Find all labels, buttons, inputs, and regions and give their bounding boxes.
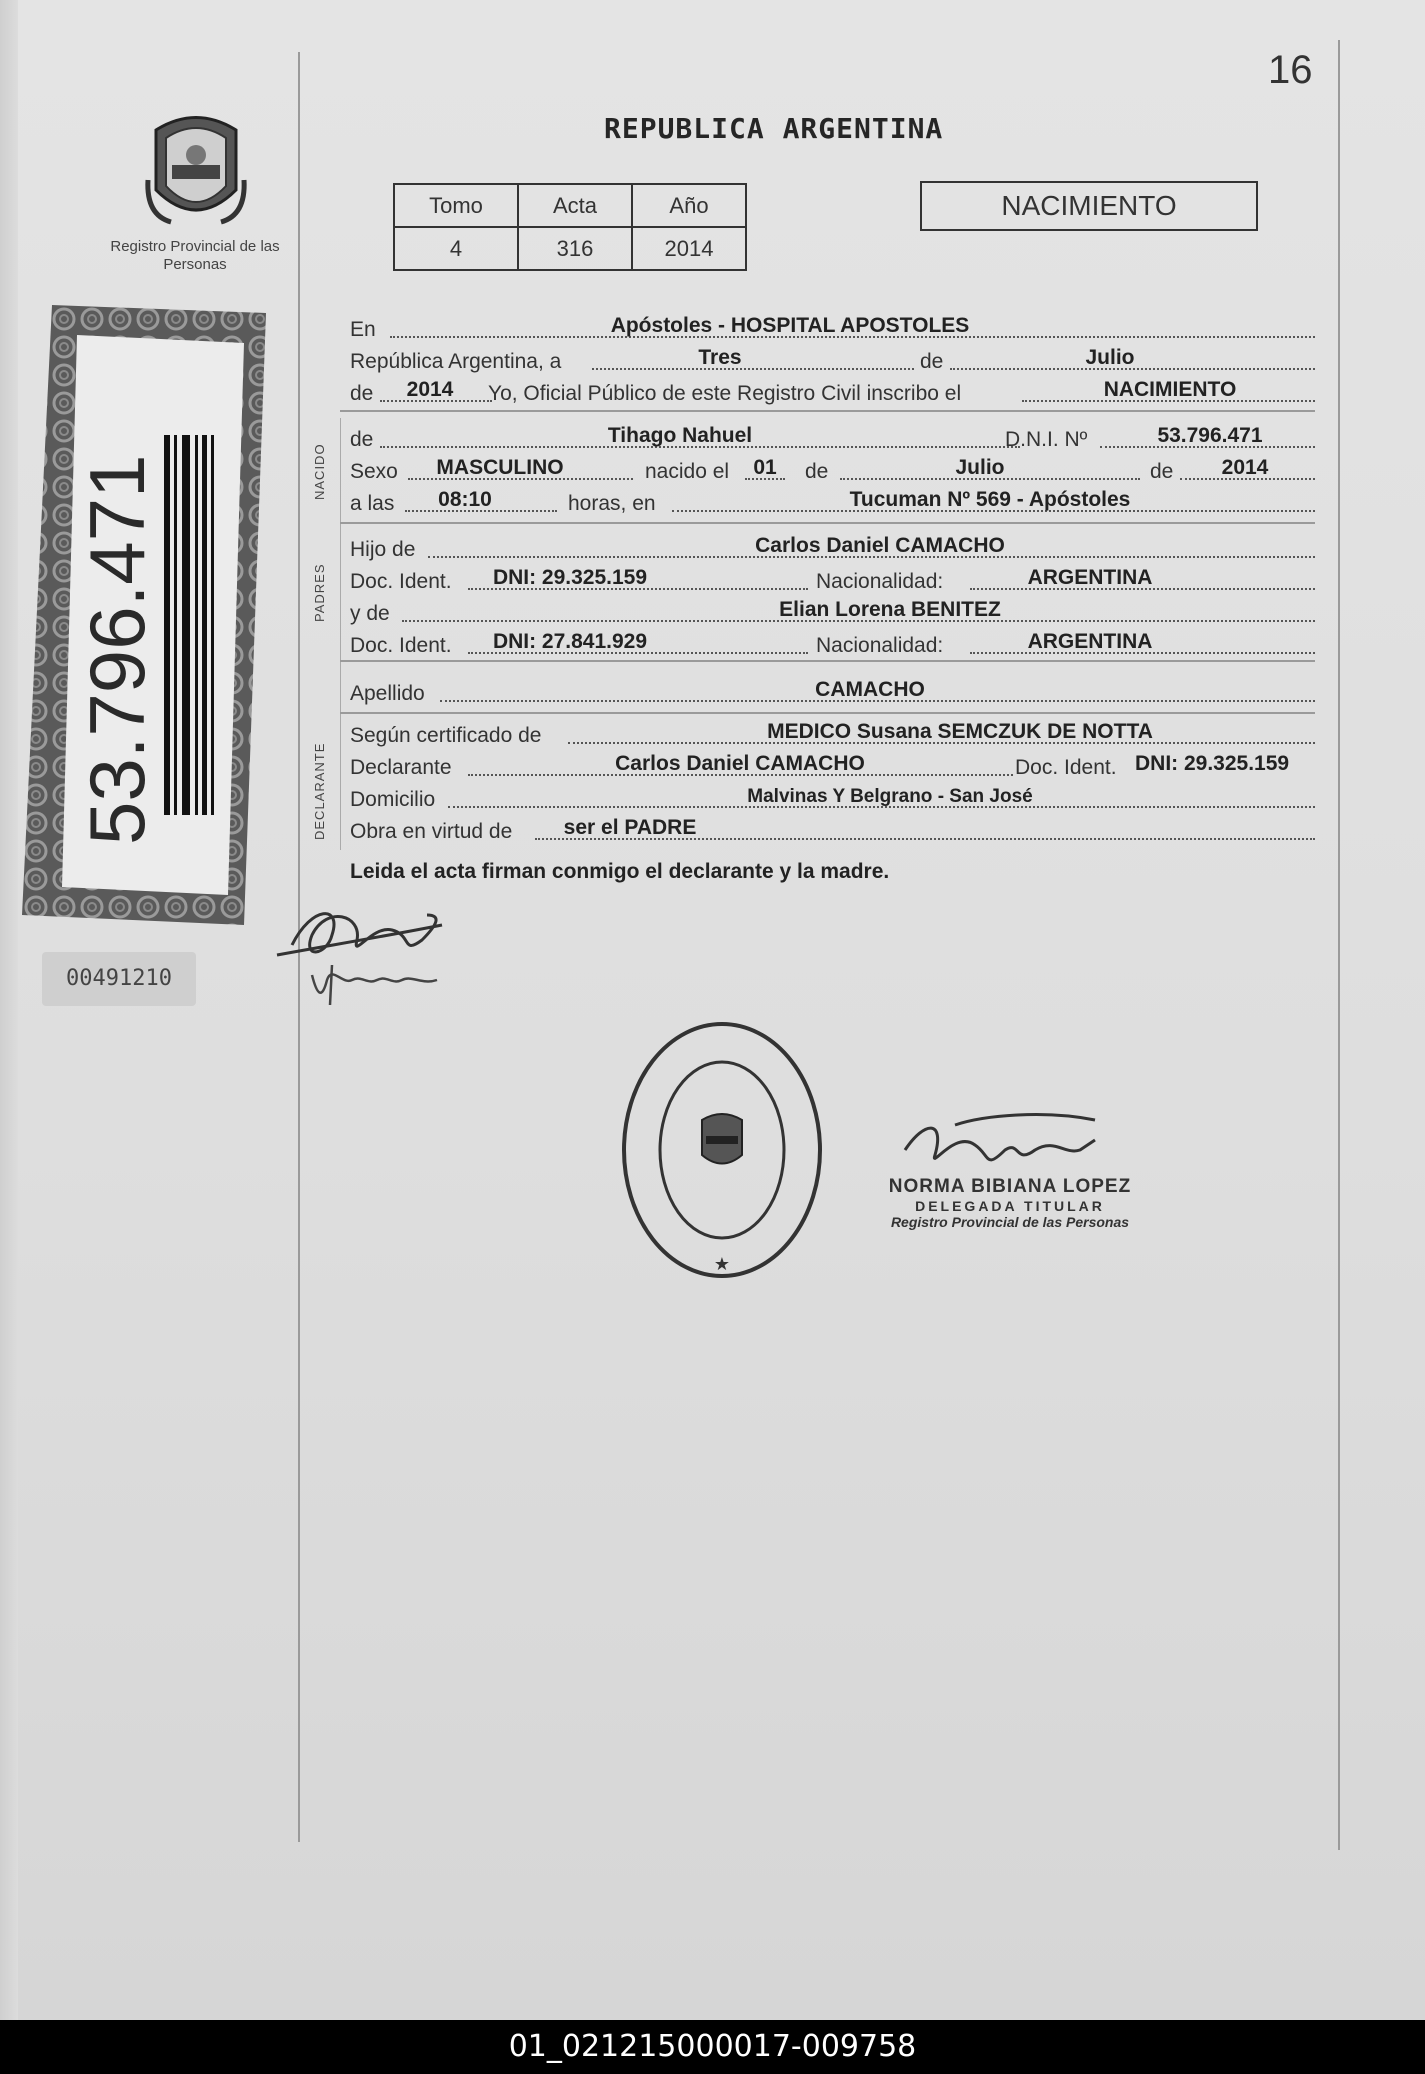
acta-header: Acta [518, 184, 632, 227]
field-row-madre-doc [350, 628, 1315, 660]
label-obra: Obra en virtud de [350, 820, 513, 843]
value-dni: 53.796.471 [1157, 424, 1263, 447]
label-docident2: Doc. Ident. [350, 634, 452, 657]
value-padre-doc: DNI: 29.325.159 [492, 566, 648, 589]
label-inscribo: Yo, Oficial Público de este Registro Civil inscribo el [488, 382, 962, 405]
value-hora: 08:10 [438, 488, 492, 511]
acta-header: Año [632, 184, 746, 227]
field-row-nombre [350, 422, 1315, 454]
margin-line-right [1338, 40, 1340, 1850]
value-nacido-anio: 2014 [1221, 456, 1269, 479]
official-org: Registro Provincial de las Personas [890, 1214, 1130, 1230]
page-edge [0, 0, 18, 2020]
label-apellido: Apellido [350, 682, 425, 705]
dni-barcode-sticker [22, 305, 266, 925]
closing-statement: Leida el acta firman conmigo el declarante y la madre. [350, 860, 890, 883]
page-number: 16 [1268, 48, 1313, 92]
acta-cell: 2014 [632, 227, 746, 270]
acta-cell: 4 [394, 227, 518, 270]
label-alas: a las [350, 492, 395, 515]
value-domicilio: Malvinas Y Belgrano - San José [747, 786, 1033, 807]
official-signature-block [860, 1112, 1160, 1230]
label-nacido: nacido el [645, 460, 730, 483]
field-row-padre-doc [350, 564, 1315, 596]
label-de2: de [350, 382, 374, 405]
official-name: NORMA BIBIANA LOPEZ [888, 1176, 1132, 1197]
field-row-padre [350, 532, 1315, 564]
value-madre: Elian Lorena BENITEZ [779, 598, 1001, 621]
label-nacionalidad: Nacionalidad: [816, 570, 944, 593]
official-stamp-icon [620, 1020, 824, 1280]
side-label-padres: PADRES [312, 563, 327, 622]
section-separator [340, 410, 1315, 413]
value-declarante: Carlos Daniel CAMACHO [615, 752, 865, 775]
serial-number: 00491210 [42, 952, 196, 1006]
field-row-fecha [350, 344, 1315, 376]
value-apellido: CAMACHO [815, 678, 925, 701]
section-divider [340, 418, 341, 850]
section-separator [340, 712, 1315, 715]
svg-text:★: ★ [713, 1254, 731, 1274]
field-row-hora [350, 486, 1315, 518]
value-lugar-inscripcion: Apóstoles - HOSPITAL APOSTOLES [610, 314, 970, 337]
label-nacido-de: de [805, 460, 829, 483]
field-row-en [350, 312, 1315, 344]
label-sexo: Sexo [350, 460, 398, 483]
acta-cell: 316 [518, 227, 632, 270]
declarante-signature-icon [272, 885, 482, 1010]
label-yde: y de [350, 602, 390, 625]
label-nacido-de2: de [1150, 460, 1174, 483]
field-row-domicilio [350, 782, 1315, 814]
value-lugar-nacimiento: Tucuman Nº 569 - Apóstoles [849, 488, 1131, 511]
coat-of-arms-icon [136, 110, 256, 240]
acta-header: Tomo [394, 184, 518, 227]
value-madre-doc: DNI: 27.841.929 [492, 630, 648, 653]
side-label-nacido: NACIDO [312, 443, 327, 500]
field-row-madre [350, 596, 1315, 628]
label-hijo: Hijo de [350, 538, 416, 561]
label-de: de [920, 350, 944, 373]
registry-label: Registro Provincial de las Personas [110, 238, 280, 273]
label-domicilio: Domicilio [350, 788, 436, 811]
field-row-declarante [350, 750, 1315, 782]
label-dni: D.N.I. Nº [1005, 428, 1088, 451]
acta-table [393, 183, 747, 271]
label-horas: horas, en [568, 492, 656, 515]
scan-footer: 01_021215000017-009758 [0, 2020, 1425, 2074]
section-separator [340, 522, 1315, 525]
section-separator [340, 660, 1315, 663]
document-type-box: NACIMIENTO [920, 181, 1258, 231]
value-madre-nacionalidad: ARGENTINA [1027, 630, 1153, 653]
field-row-apellido [350, 676, 1315, 708]
field-row-inscribo [350, 376, 1315, 408]
value-inscribo: NACIMIENTO [1103, 378, 1237, 401]
label-docident: Doc. Ident. [350, 570, 452, 593]
sticker-dni: 53.796.471 [73, 454, 161, 845]
value-anio: 2014 [406, 378, 454, 401]
value-dia: Tres [698, 346, 742, 369]
value-mes: Julio [1085, 346, 1135, 369]
value-padre: Carlos Daniel CAMACHO [755, 534, 1005, 557]
value-nacido-mes: Julio [955, 456, 1005, 479]
label-nacionalidad2: Nacionalidad: [816, 634, 944, 657]
side-label-declarante: DECLARANTE [312, 742, 327, 840]
value-padre-nacionalidad: ARGENTINA [1027, 566, 1153, 589]
label-declarante-doc: Doc. Ident. [1015, 756, 1117, 779]
value-nombre: Tihago Nahuel [607, 424, 753, 447]
label-nombre: de [350, 428, 374, 451]
label-declarante: Declarante [350, 756, 452, 779]
label-en: En [350, 318, 376, 341]
document-title: REPUBLICA ARGENTINA [604, 112, 944, 145]
value-declarante-doc: DNI: 29.325.159 [1135, 752, 1290, 775]
field-row-sexo [350, 454, 1315, 486]
field-row-certificado [350, 718, 1315, 750]
official-role: DELEGADA TITULAR [915, 1198, 1105, 1214]
field-row-obra [350, 814, 1315, 846]
value-sexo: MASCULINO [436, 456, 564, 479]
value-obra: ser el PADRE [563, 816, 697, 839]
label-republica: República Argentina, a [350, 350, 562, 373]
label-certificado: Según certificado de [350, 724, 542, 747]
value-certificado: MEDICO Susana SEMCZUK DE NOTTA [767, 720, 1153, 743]
value-nacido-dia: 01 [753, 456, 777, 479]
